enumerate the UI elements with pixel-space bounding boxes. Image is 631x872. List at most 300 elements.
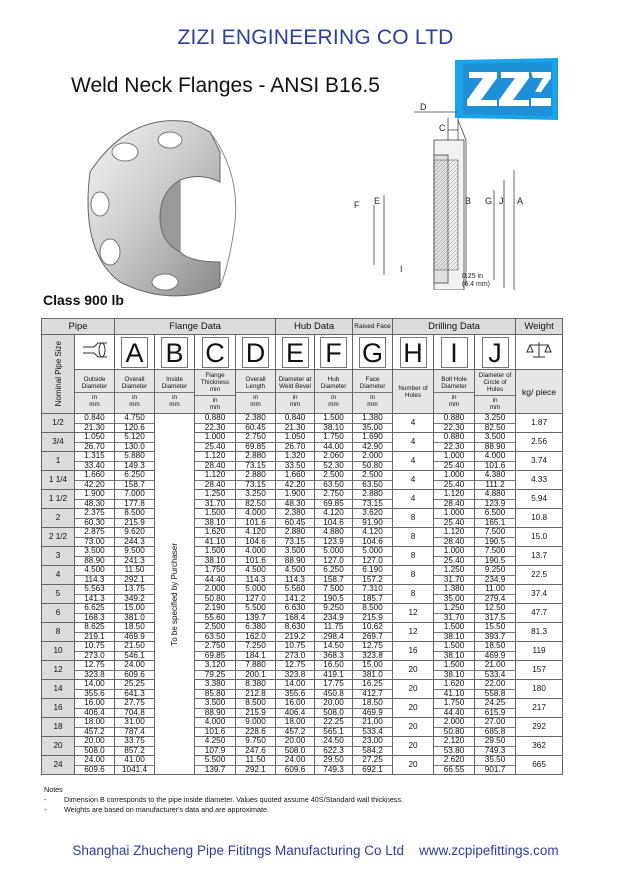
cell-i: 1.500 38.10 — [434, 642, 475, 661]
diagram-label-b: B — [465, 196, 472, 206]
cell-f: 2.750 69.85 — [315, 490, 353, 509]
table-row — [42, 604, 563, 623]
cell-f: 2.060 52.30 — [315, 452, 353, 471]
footer — [0, 843, 631, 858]
cell-h: 8 — [393, 509, 434, 528]
cell-h: 20 — [393, 661, 434, 680]
cell-od: 12.75 323.8 — [75, 661, 115, 680]
cell-h: 20 — [393, 737, 434, 756]
cell-g: 2.880 73.15 — [353, 490, 393, 509]
note-item: - Dimension B corresponds to the pipe inside diameter. Values quoted assume 40S/Standard wall thickness. — [44, 795, 404, 804]
cell-nps: 12 — [42, 661, 75, 680]
cell-f: 6.250 158.7 — [315, 566, 353, 585]
cell-e: 6.630 168.4 — [276, 604, 315, 623]
cell-f: 1.750 44.00 — [315, 433, 353, 452]
cell-i: 2.620 66.55 — [434, 756, 475, 775]
cell-g: 18.50 469.9 — [353, 699, 393, 718]
cell-e: 1.320 33.50 — [276, 452, 315, 471]
cell-e: 16.00 406.4 — [276, 699, 315, 718]
cell-h: 16 — [393, 642, 434, 661]
cell-od: 4.500 114.3 — [75, 566, 115, 585]
cell-nps: 16 — [42, 699, 75, 718]
diagram-label-d: D — [420, 102, 427, 112]
cell-a: 18.50 469.9 — [115, 623, 155, 642]
cell-g: 27.25 692.1 — [353, 756, 393, 775]
letter-i: I — [434, 335, 475, 370]
cell-i: 1.000 25.40 — [434, 547, 475, 566]
letter-b: B — [155, 335, 195, 370]
cell-kg: 292 — [516, 718, 563, 737]
cell-h: 12 — [393, 604, 434, 623]
group-raised-face: Raised Face — [353, 319, 393, 335]
cell-h: 8 — [393, 585, 434, 604]
col-thickness: Flange Thickness min in mm — [195, 370, 236, 414]
letter-g: G — [353, 335, 393, 370]
cell-h: 20 — [393, 680, 434, 699]
cell-i: 0.880 22.30 — [434, 414, 475, 433]
col-weight: kg/ piece — [516, 370, 563, 414]
notes-heading: Notes — [44, 785, 63, 794]
table-row — [42, 509, 563, 528]
cell-od: 1.050 26.70 — [75, 433, 115, 452]
cell-nps: 24 — [42, 756, 75, 775]
cell-c: 1.120 28.40 — [195, 471, 236, 490]
cell-kg: 13.7 — [516, 547, 563, 566]
letter-f: F — [315, 335, 353, 370]
col-hub-dia: Hub Diameter in mm — [315, 370, 353, 414]
cell-c: 3.380 85.80 — [195, 680, 236, 699]
cell-g: 4.120 104.6 — [353, 528, 393, 547]
cell-kg: 37.4 — [516, 585, 563, 604]
letter-d: D — [236, 335, 276, 370]
cell-j: 4.000 101.6 — [475, 452, 516, 471]
cell-a: 25.25 641.3 — [115, 680, 155, 699]
cell-od: 10.75 273.0 — [75, 642, 115, 661]
cell-a: 9.500 241.3 — [115, 547, 155, 566]
cell-d: 5.000 127.0 — [236, 585, 276, 604]
cell-h: 4 — [393, 414, 434, 433]
cell-h: 12 — [393, 623, 434, 642]
cell-kg: 3.74 — [516, 452, 563, 471]
cell-h: 20 — [393, 718, 434, 737]
cell-e: 24.00 609.6 — [276, 756, 315, 775]
cell-e: 8.630 219.2 — [276, 623, 315, 642]
cell-i: 1.000 25.40 — [434, 509, 475, 528]
cell-nps: 1 1/2 — [42, 490, 75, 509]
table-row — [42, 756, 563, 775]
table-row — [42, 471, 563, 490]
cell-j: 12.50 317.5 — [475, 604, 516, 623]
cell-c: 1.000 25.40 — [195, 433, 236, 452]
cell-e: 2.380 60.45 — [276, 509, 315, 528]
cell-j: 7.500 190.5 — [475, 528, 516, 547]
table-row — [42, 414, 563, 433]
cell-nps: 2 — [42, 509, 75, 528]
cell-kg: 119 — [516, 642, 563, 661]
cell-c: 0.880 22.30 — [195, 414, 236, 433]
cell-g: 1.690 42.90 — [353, 433, 393, 452]
group-flange: Flange Data — [115, 319, 276, 335]
diagram-label-i: I — [400, 264, 403, 274]
cell-nps: 6 — [42, 604, 75, 623]
group-drilling: Drilling Data — [393, 319, 516, 335]
cell-j: 21.00 533.4 — [475, 661, 516, 680]
cell-i: 1.380 35.00 — [434, 585, 475, 604]
cell-nps: 18 — [42, 718, 75, 737]
cell-g: 8.500 215.9 — [353, 604, 393, 623]
cell-h: 4 — [393, 433, 434, 452]
cell-g: 10.62 269.7 — [353, 623, 393, 642]
cell-f: 17.75 450.8 — [315, 680, 353, 699]
cell-d: 2.880 73.15 — [236, 471, 276, 490]
cell-kg: 81.3 — [516, 623, 563, 642]
cell-a: 6.250 158.7 — [115, 471, 155, 490]
diagram-label-f: F — [354, 200, 360, 210]
cell-g: 12.75 323.8 — [353, 642, 393, 661]
cell-c: 2.000 50.80 — [195, 585, 236, 604]
cell-od: 20.00 508.0 — [75, 737, 115, 756]
cell-c: 1.250 31.70 — [195, 490, 236, 509]
cell-j: 22.00 558.8 — [475, 680, 516, 699]
cell-od: 5.563 141.3 — [75, 585, 115, 604]
cell-i: 1.250 31.70 — [434, 566, 475, 585]
cell-od: 18.00 457.2 — [75, 718, 115, 737]
diagram-clearance: 0.25 in — [462, 273, 484, 280]
cell-e: 1.050 26.70 — [276, 433, 315, 452]
cell-kg: 10.8 — [516, 509, 563, 528]
cell-od: 1.315 33.40 — [75, 452, 115, 471]
cell-nps: 1 — [42, 452, 75, 471]
cell-c: 3.500 88.90 — [195, 699, 236, 718]
cell-kg: 362 — [516, 737, 563, 756]
cell-od: 8.625 219.1 — [75, 623, 115, 642]
cell-c: 1.750 44.40 — [195, 566, 236, 585]
cell-i: 0.880 22.30 — [434, 433, 475, 452]
cell-j: 3.500 88.90 — [475, 433, 516, 452]
cell-g: 1.380 35.00 — [353, 414, 393, 433]
letter-h: H — [393, 335, 434, 370]
cell-c: 4.000 101.6 — [195, 718, 236, 737]
cell-j: 7.500 190.5 — [475, 547, 516, 566]
cell-h: 4 — [393, 471, 434, 490]
cell-a: 31.00 787.4 — [115, 718, 155, 737]
cell-d: 7.250 184.1 — [236, 642, 276, 661]
cell-kg: 5.94 — [516, 490, 563, 509]
letter-e: E — [276, 335, 315, 370]
cell-c: 1.620 41.10 — [195, 528, 236, 547]
table-row — [42, 547, 563, 566]
cell-i: 2.120 53.80 — [434, 737, 475, 756]
note-item: - Weights are based on manufacturer's data and are approximate. — [44, 805, 270, 814]
footer-company: Shanghai Zhucheng Pipe Fititngs Manufacturing Co Ltd — [72, 843, 405, 858]
cell-d: 4.000 101.6 — [236, 547, 276, 566]
cell-f: 9.250 234.9 — [315, 604, 353, 623]
cell-d: 4.120 104.6 — [236, 528, 276, 547]
cell-od: 16.00 406.4 — [75, 699, 115, 718]
col-face-dia: Face Diameter in mm — [353, 370, 393, 414]
cell-e: 5.560 141.2 — [276, 585, 315, 604]
cell-f: 14.50 368.3 — [315, 642, 353, 661]
table-row — [42, 585, 563, 604]
cell-i: 1.500 38.10 — [434, 623, 475, 642]
flange-photo — [70, 112, 250, 302]
cell-c: 1.500 38.10 — [195, 547, 236, 566]
table-row — [42, 718, 563, 737]
diagram-label-a: A — [517, 196, 524, 206]
cell-h: 8 — [393, 528, 434, 547]
cell-od: 1.900 48.30 — [75, 490, 115, 509]
cell-i: 1.620 41.10 — [434, 680, 475, 699]
cell-kg: 1.87 — [516, 414, 563, 433]
cell-j: 18.50 469.9 — [475, 642, 516, 661]
cell-f: 4.880 123.9 — [315, 528, 353, 547]
cell-nps: 8 — [42, 623, 75, 642]
cell-f: 2.500 63.50 — [315, 471, 353, 490]
cell-d: 4.500 114.3 — [236, 566, 276, 585]
table-row — [42, 699, 563, 718]
cell-c: 1.120 28.40 — [195, 452, 236, 471]
letter-c: C — [195, 335, 236, 370]
cell-c: 2.500 63.50 — [195, 623, 236, 642]
cell-h: 4 — [393, 452, 434, 471]
cell-kg: 22.5 — [516, 566, 563, 585]
cell-nps: 5 — [42, 585, 75, 604]
cell-f: 20.00 508.0 — [315, 699, 353, 718]
table-row — [42, 433, 563, 452]
cell-a: 9.620 244.3 — [115, 528, 155, 547]
cell-d: 8.500 215.9 — [236, 699, 276, 718]
cell-g: 6.190 157.2 — [353, 566, 393, 585]
cell-e: 12.75 323.8 — [276, 661, 315, 680]
cell-a: 15.00 381.0 — [115, 604, 155, 623]
table-row — [42, 642, 563, 661]
cell-od: 2.875 73.00 — [75, 528, 115, 547]
cell-i: 1.000 25.40 — [434, 471, 475, 490]
cell-d: 7.880 200.1 — [236, 661, 276, 680]
cell-nps: 4 — [42, 566, 75, 585]
col-bolt-hole: Bolt Hole Diameter in mm — [434, 370, 475, 414]
cell-j: 3.250 82.50 — [475, 414, 516, 433]
cell-e: 1.900 48.30 — [276, 490, 315, 509]
cell-i: 1.000 25.40 — [434, 452, 475, 471]
cell-c: 2.190 55.60 — [195, 604, 236, 623]
col-num-holes: Number of Holes — [393, 370, 434, 414]
cell-kg: 47.7 — [516, 604, 563, 623]
cell-kg: 15.0 — [516, 528, 563, 547]
cell-a: 4.750 120.6 — [115, 414, 155, 433]
cell-g: 21.00 533.4 — [353, 718, 393, 737]
page-title: Weld Neck Flanges - ANSI B16.5 — [71, 74, 380, 97]
cell-f: 5.000 127.0 — [315, 547, 353, 566]
scale-icon — [516, 335, 563, 370]
cell-a: 7.000 177.8 — [115, 490, 155, 509]
cell-od: 2.375 60.30 — [75, 509, 115, 528]
col-inside-dia: Inside Diameter in mm — [155, 370, 195, 414]
cell-nps: 3 — [42, 547, 75, 566]
cell-f: 11.75 298.4 — [315, 623, 353, 642]
table-row — [42, 737, 563, 756]
table-row — [42, 566, 563, 585]
pipe-icon — [75, 335, 115, 370]
cell-kg: 665 — [516, 756, 563, 775]
cell-i: 1.500 38.10 — [434, 661, 475, 680]
diagram-label-j: J — [499, 196, 504, 206]
cell-d: 8.380 212.8 — [236, 680, 276, 699]
cell-nps: 14 — [42, 680, 75, 699]
cell-a: 41.00 1041.4 — [115, 756, 155, 775]
cell-j: 11.00 279.4 — [475, 585, 516, 604]
cell-a: 11.50 292.1 — [115, 566, 155, 585]
diagram-clearance-mm: (6.4 mm) — [462, 281, 490, 288]
cell-a: 21.50 546.1 — [115, 642, 155, 661]
diagram-label-g: G — [485, 196, 493, 206]
cell-g: 2.500 63.50 — [353, 471, 393, 490]
cell-nps: 10 — [42, 642, 75, 661]
cell-od: 14.00 355.6 — [75, 680, 115, 699]
cell-i: 1.120 28.40 — [434, 528, 475, 547]
cell-kg: 2.56 — [516, 433, 563, 452]
nominal-size-header: Nominal Pipe Size — [42, 335, 75, 414]
cell-g: 23.00 584.2 — [353, 737, 393, 756]
table-row — [42, 490, 563, 509]
cell-i: 1.750 44.40 — [434, 699, 475, 718]
cell-od: 0.840 21.30 — [75, 414, 115, 433]
group-pipe: Pipe — [42, 319, 115, 335]
cell-od: 3.500 88.90 — [75, 547, 115, 566]
cell-d: 2.750 69.85 — [236, 433, 276, 452]
cell-j: 24.25 615.9 — [475, 699, 516, 718]
cell-kg: 217 — [516, 699, 563, 718]
cell-g: 15.00 381.0 — [353, 661, 393, 680]
cell-nps: 20 — [42, 737, 75, 756]
cell-b-purchaser: To be specified by Purchaser — [155, 414, 195, 775]
cell-nps: 1/2 — [42, 414, 75, 433]
cell-i: 2.000 50.80 — [434, 718, 475, 737]
col-weld-bevel: Diameter at Weld Bevel in mm — [276, 370, 315, 414]
table-row — [42, 452, 563, 471]
cell-c: 4.250 107.9 — [195, 737, 236, 756]
pressure-class-label: Class 900 lb — [43, 292, 124, 308]
cell-f: 29.50 749.3 — [315, 756, 353, 775]
cell-od: 1.660 42.20 — [75, 471, 115, 490]
cell-a: 5.880 149.3 — [115, 452, 155, 471]
cell-d: 6.380 162.0 — [236, 623, 276, 642]
cell-c: 1.500 38.10 — [195, 509, 236, 528]
table-row — [42, 623, 563, 642]
letter-a: A — [115, 335, 155, 370]
cell-d: 2.880 73.15 — [236, 452, 276, 471]
cell-j: 15.50 393.7 — [475, 623, 516, 642]
cell-g: 16.25 412.7 — [353, 680, 393, 699]
cell-kg: 4.33 — [516, 471, 563, 490]
cell-a: 27.75 704.8 — [115, 699, 155, 718]
cell-j: 27.00 685.8 — [475, 718, 516, 737]
cell-d: 9.000 228.6 — [236, 718, 276, 737]
cell-d: 3.250 82.50 — [236, 490, 276, 509]
diagram-label-e: E — [374, 196, 381, 206]
group-weight: Weight — [516, 319, 563, 335]
notes — [44, 785, 403, 815]
cell-e: 20.00 508.0 — [276, 737, 315, 756]
cell-h: 20 — [393, 699, 434, 718]
cell-e: 18.00 457.2 — [276, 718, 315, 737]
cell-i: 1.120 28.40 — [434, 490, 475, 509]
col-outside-dia: Outside Diameter in mm — [75, 370, 115, 414]
cell-e: 2.880 73.15 — [276, 528, 315, 547]
cell-h: 8 — [393, 566, 434, 585]
cell-e: 14.00 355.6 — [276, 680, 315, 699]
cell-e: 10.75 273.0 — [276, 642, 315, 661]
cell-h: 20 — [393, 756, 434, 775]
cell-kg: 180 — [516, 680, 563, 699]
cell-j: 6.500 165.1 — [475, 509, 516, 528]
cell-c: 2.750 69.85 — [195, 642, 236, 661]
letter-j: J — [475, 335, 516, 370]
col-length: Overall Length in mm — [236, 370, 276, 414]
cell-d: 2.380 60.45 — [236, 414, 276, 433]
cell-e: 1.660 42.20 — [276, 471, 315, 490]
cell-f: 1.500 38.10 — [315, 414, 353, 433]
cell-f: 4.120 104.6 — [315, 509, 353, 528]
cell-a: 33.75 857.2 — [115, 737, 155, 756]
cell-od: 24.00 609.6 — [75, 756, 115, 775]
cell-a: 5.120 130.0 — [115, 433, 155, 452]
cell-j: 4.880 123.9 — [475, 490, 516, 509]
cell-j: 29.50 749.3 — [475, 737, 516, 756]
cell-c: 3.120 79.25 — [195, 661, 236, 680]
cell-e: 3.500 88.90 — [276, 547, 315, 566]
cell-h: 4 — [393, 490, 434, 509]
cell-nps: 3/4 — [42, 433, 75, 452]
cell-d: 9.750 247.6 — [236, 737, 276, 756]
group-hub: Hub Data — [276, 319, 353, 335]
cell-i: 1.250 31.70 — [434, 604, 475, 623]
cell-kg: 157 — [516, 661, 563, 680]
table-row — [42, 661, 563, 680]
cell-f: 16.50 419.1 — [315, 661, 353, 680]
cell-g: 7.310 185.7 — [353, 585, 393, 604]
cell-e: 0.840 21.30 — [276, 414, 315, 433]
table-row — [42, 528, 563, 547]
cell-a: 8.500 215.9 — [115, 509, 155, 528]
cell-nps: 2 1/2 — [42, 528, 75, 547]
cell-e: 4.500 114.3 — [276, 566, 315, 585]
cell-nps: 1 1/4 — [42, 471, 75, 490]
cell-g: 3.620 91.90 — [353, 509, 393, 528]
cell-c: 5.500 139.7 — [195, 756, 236, 775]
cell-a: 13.75 349.2 — [115, 585, 155, 604]
cell-f: 24.50 622.3 — [315, 737, 353, 756]
cell-j: 4.380 111.2 — [475, 471, 516, 490]
cell-f: 7.500 190.5 — [315, 585, 353, 604]
cell-od: 6.625 168.3 — [75, 604, 115, 623]
cell-a: 24.00 609.6 — [115, 661, 155, 680]
cell-f: 22.25 565.1 — [315, 718, 353, 737]
company-name: ZIZI ENGINEERING CO LTD — [177, 26, 454, 49]
cell-j: 9.250 234.9 — [475, 566, 516, 585]
cell-d: 5.500 139.7 — [236, 604, 276, 623]
flange-dimension-diagram — [354, 100, 534, 290]
col-circle: Diameter of Circle of Holes in mm — [475, 370, 516, 414]
table-row — [42, 680, 563, 699]
cell-d: 4.000 101.6 — [236, 509, 276, 528]
cell-d: 11.50 292.1 — [236, 756, 276, 775]
footer-website[interactable]: www.zcpipefittings.com — [419, 843, 559, 858]
flange-dimension-table — [41, 318, 563, 775]
cell-h: 8 — [393, 547, 434, 566]
cell-g: 5.000 127.0 — [353, 547, 393, 566]
col-overall-dia: Overall Diameter in mm — [115, 370, 155, 414]
